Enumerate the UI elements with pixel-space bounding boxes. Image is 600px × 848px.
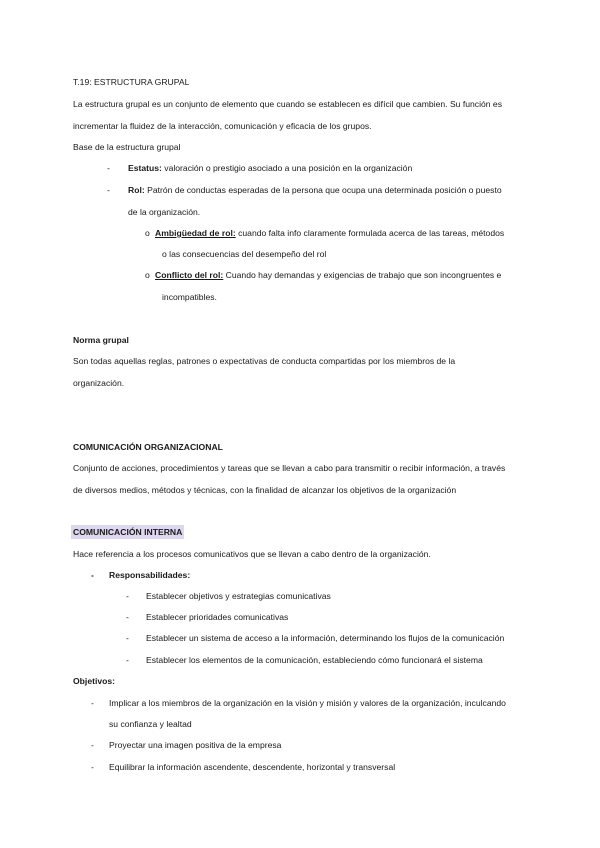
- objetivo-item-1-line-1: Implicar a los miembros de la organización en la visión y misión y valores de la organización, inculcando: [109, 698, 506, 708]
- sub-bullet: o: [145, 228, 150, 238]
- conflicto-text-line-1: Cuando hay demandas y exigencias de trabajo que son incongruentes e: [223, 270, 502, 280]
- ambiguedad-item: [155, 227, 504, 239]
- rol-term: Rol:: [128, 185, 145, 195]
- objetivo-item-3: Equilibrar la información ascendente, descendente, horizontal y transversal: [109, 762, 396, 772]
- norma-line-2: organización.: [73, 378, 125, 388]
- bullet-dash: -: [91, 570, 94, 580]
- conflicto-term: Conflicto del rol:: [155, 270, 224, 280]
- objetivos-title: Objetivos:: [73, 676, 116, 686]
- resp-item: Establecer un sistema de acceso a la información, determinando los flujos de la comunicación: [146, 633, 505, 643]
- objetivo-item-2: Proyectar una imagen positiva de la empresa: [109, 740, 282, 750]
- bullet-dash: -: [107, 163, 110, 173]
- bullet-dash: -: [126, 591, 129, 601]
- ambiguedad-term: Ambigüedad de rol:: [155, 228, 236, 238]
- intro-line-1: La estructura grupal es un conjunto de elemento que cuando se establecen es difícil que cambien. Su función es: [73, 99, 503, 109]
- interna-intro: Hace referencia a los procesos comunicativos que se llevan a cabo dentro de la organización.: [73, 549, 431, 559]
- estatus-term: Estatus:: [128, 163, 162, 173]
- bullet-dash: -: [107, 185, 110, 195]
- ambiguedad-text-line-2: o las consecuencias del desempeño del rol: [162, 249, 327, 259]
- objetivo-item-1-line-2: su confianza y lealtad: [109, 719, 192, 729]
- rol-text-line-1: Patrón de conductas esperadas de la persona que ocupa una determinada posición o puesto: [144, 185, 502, 195]
- conflicto-item: [155, 269, 501, 281]
- responsabilidades-title: Responsabilidades:: [109, 570, 191, 580]
- interna-title-highlight: COMUNICACIÓN INTERNA: [73, 527, 183, 537]
- bullet-dash: -: [126, 633, 129, 643]
- bullet-dash: -: [91, 740, 94, 750]
- comunicacion-line-1: Conjunto de acciones, procedimientos y tareas que se llevan a cabo para transmitir o recibir información, a través: [73, 463, 506, 473]
- rol-item: [128, 184, 502, 196]
- estatus-item: [128, 162, 412, 174]
- comunicacion-line-2: de diversos medios, métodos y técnicas, con la finalidad de alcanzar los objetivos de la organización: [73, 485, 457, 495]
- intro-line-2: incrementar la fluidez de la interacción, comunicación y eficacia de los grupos.: [73, 121, 372, 131]
- norma-line-1: Son todas aquellas reglas, patrones o expectativas de conducta compartidas por los miembros de la: [73, 356, 456, 366]
- rol-text-line-2: de la organización.: [128, 207, 201, 217]
- section-title-estructura: T.19: ESTRUCTURA GRUPAL: [73, 77, 190, 87]
- resp-item: Establecer prioridades comunicativas: [146, 612, 289, 622]
- bullet-dash: -: [91, 762, 94, 772]
- bullet-dash: -: [91, 698, 94, 708]
- comunicacion-title: COMUNICACIÓN ORGANIZACIONAL: [73, 442, 223, 452]
- bullet-dash: -: [126, 612, 129, 622]
- interna-title: [71, 526, 184, 538]
- sub-bullet: o: [145, 270, 150, 280]
- base-label: Base de la estructura grupal: [73, 142, 181, 152]
- resp-item: Establecer los elementos de la comunicación, estableciendo cómo funcionará el sistema: [146, 655, 483, 665]
- bullet-dash: -: [126, 655, 129, 665]
- estatus-text: valoración o prestigio asociado a una posición en la organización: [161, 163, 413, 173]
- conflicto-text-line-2: incompatibles.: [162, 292, 217, 302]
- resp-item: Establecer objetivos y estrategias comunicativas: [146, 591, 331, 601]
- norma-title: Norma grupal: [73, 335, 129, 345]
- ambiguedad-text-line-1: cuando falta info claramente formulada acerca de las tareas, métodos: [235, 228, 505, 238]
